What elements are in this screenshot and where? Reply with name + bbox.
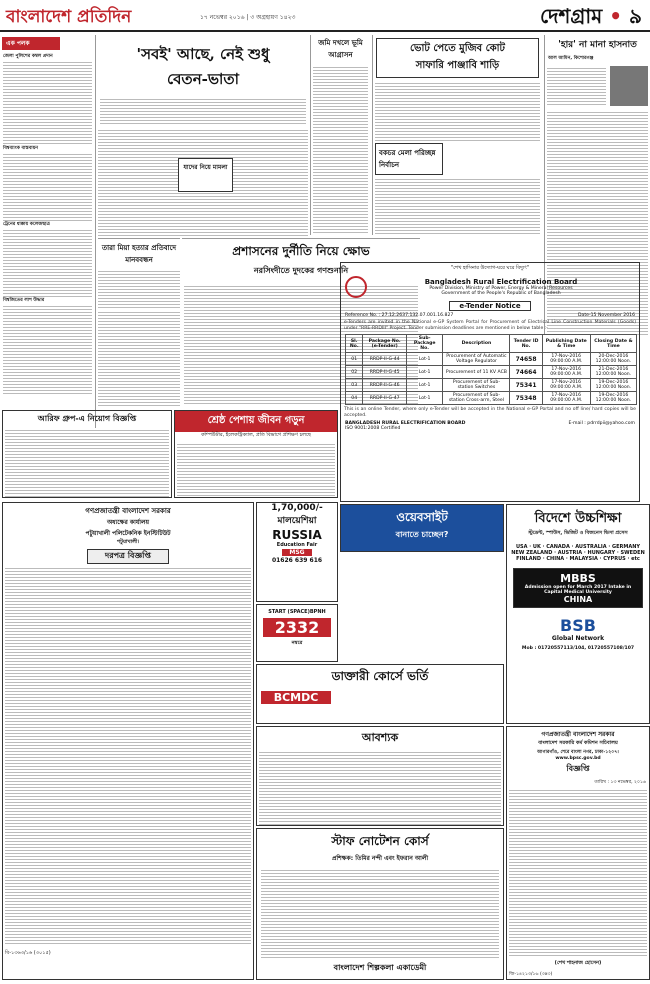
russia-phone: 01626 639 616 [271,557,323,564]
newspaper-logo: বাংলাদেশ প্রতিদিন [6,7,132,27]
abashyak-ad [256,726,504,826]
brief-text [3,304,92,394]
brief-heading: জেলা পুলিশের কম্বল প্রদান [3,54,53,59]
tender-org: Bangladesh Rural Electrification Board [424,278,578,286]
sms-suffix: নম্বরে [291,640,303,646]
pullquote-box: যাদের নিয়ে মামলা [178,158,233,192]
main-story [98,35,308,127]
mbbs-sub: Admission open for March 2017 Intake in Capital Medical University [524,585,632,595]
study-abroad-ad [506,504,650,724]
study-sub: স্টুডেন্ট, স্পাউস, ভিজিট ও বিজনেস ভিসা প্রসেস [528,530,628,536]
corruption-subhead: নরসিংদীতে দুদকের গণশুনানি [253,265,349,275]
msg-badge: MSG [282,549,312,556]
sms-ad [256,604,338,662]
right-headline: 'হার' না মানা হাসনাত [558,40,637,50]
brief-heading: বিশ্বব্যাংক বাস্তবায়ন [3,146,39,151]
website-ad [340,504,504,552]
dental-title: ডাক্তারী কোর্সে ভর্তি [331,669,429,683]
section-title: দেশগ্রাম • ৯ [539,4,642,28]
bsb-sub: Global Network [551,635,605,642]
brief-heading: ট্রেনের ধাক্কায় কলেজছাত্র [3,222,50,227]
saree-story [372,35,542,235]
contact-board: BANGLADESH RURAL ELECTRIFICATION BOARD [345,421,466,426]
study-title: বিদেশে উচ্চশিক্ষা [534,511,622,526]
tender-footer: This is an online Tender, where only e-Tender will be accepted in the National e-GP Portal and no off line/ hard copies will be accepted. [344,407,636,418]
abashyak-title: আবশ্যক [361,731,399,744]
breb-logo-icon [345,276,367,298]
main-headline: 'সবই' আছে, নেই শুধু [136,45,270,63]
table-row: 03 RRDP-II-G-46 Lot-1 Procurement of Sub-station Switches 75341 17-Nov-2016 09:00:00 A.M. 19-Dec-2016 12:00:00 Noon. [346,379,637,392]
career-title: শ্রেষ্ঠ পেশায় জীবন গড়ুন [175,411,337,432]
tender-gov: Government of the People's Republic of Bangladesh [441,291,561,296]
career-sub: কম্পিউটার, ইলেকট্রিক্যাল, প্রতি বিভাগে প্রশিক্ষণ চলছে [201,432,311,438]
malaysia-title: মালয়েশিয়া [277,516,317,526]
land-headline: জমি দখলে ভূমি আগ্রাসন [318,39,363,59]
corruption-headline: প্রশাসনের দুর্নীতি নিয়ে ক্ষোভ [232,244,370,258]
page-number: ৯ [629,4,642,28]
shilpakala-title: বাংলাদেশ শিল্পকলা একাডেমী [333,963,427,972]
dental-ad [256,664,504,724]
staff-notation-ad [256,828,504,980]
malaysia-price: 1,70,000/- [271,503,323,513]
notice-office: অধ্যক্ষের কার্যালয় [106,519,150,526]
notice-title: দরপত্র বিজ্ঞপ্তি [87,549,169,564]
sms-number: 2332 [263,618,331,637]
psc-notice [506,726,650,980]
arif-group-title: আরিফ গ্রুপ-এ নিয়োগ বিজ্ঞপ্তি [37,414,137,423]
tender-motto: "শেখ হাসিনার উদ্যোগ-ঘরে ঘরে বিদ্যুৎ" [450,265,530,271]
notice-gov: গণপ্রজাতন্ত্রী বাংলাদেশ সরকার [85,507,171,515]
staff-title: স্টাফ নোটেশন কোর্স [331,834,429,848]
mbbs-title: MBBS [560,572,596,585]
masthead [0,0,650,32]
bcmdc-title: BCMDC [261,691,331,704]
brief-heading: বিশ্বজিতের লাশ উদ্ধার [3,298,45,303]
psc-signer: (শেখ শাহনাজ হোসেন) [554,960,602,966]
table-row: 04 RRDP-II-G-47 Lot-1 Procurement of Sub-station Cross-arm, Steel 75348 17-Nov-2016 09:00:00 A.M. 19-Dec-2016 12:00:00 Noon. [346,392,637,405]
psc-memo: জি-১৪২১৩/১৬ (৩x৩) [509,972,553,977]
brief-text [3,152,92,222]
contact-cert: ISO 9001:2008 Certified [345,426,401,431]
website-title: ওয়েবসাইট [396,510,448,524]
russia-title: RUSSIA [272,528,322,542]
arif-group-ad [2,410,172,498]
psc-office: বাংলাদেশ সরকারি কর্ম কমিশন সচিবালয় [538,740,618,746]
table-header: Sl. No. Package No. (e-Tender) Sub-Package No. Description Tender ID No. Publishing Date & Time Closing Date & Time [346,335,637,353]
brief-text [3,60,92,146]
website-sub: বানাতে চাচ্ছেন? [395,530,449,539]
russia-sub: Education Fair [276,542,318,548]
brief-list [0,52,95,396]
tender-intro: e-Tenders are invited in the National e-GP System Portal for Procurement of Electrical Line Construction Materials (Goods) under "RRE-RRDIII" Project. Tender submission deadlines are mentioned in below table :- [344,320,636,331]
table-row: 02 RRDP-II-G-45 Lot-1 Procurement of 11 KV ACB 74664 17-Nov-2016 09:00:00 A.M. 21-Dec-2016 12:00:00 Noon. [346,366,637,379]
notice-memo: বি-১৩৬৩/১৬ (৩০১৫) [5,950,51,956]
contact-email: E-mail : pdrrdpii@yahoo.com [568,421,635,426]
sms-label: START (SPACE)BPNH [268,609,326,615]
tender-notice [340,262,640,502]
ek-polok-badge: এক পলক [2,37,60,50]
tender-date: Date-15 November 2016 [578,313,635,318]
murder-story [98,238,180,308]
brief-text [3,228,92,298]
tender-title: e-Tender Notice [449,301,531,311]
bsb-phone: Mob : 01720557113/104, 01720557108/107 [521,646,635,651]
career-ad [174,410,338,498]
murder-story-body [98,310,180,407]
page-dot-icon: • [609,4,623,28]
psc-address: আগারগাঁও, শেরে বাংলা নগর, ঢাকা-১২০৭। [537,750,619,755]
gov-tender-notice [2,502,254,980]
main-story-lead [100,97,306,125]
saree-headline: ভোট পেতে মুজিব কোট [410,43,505,54]
portrait-photo [610,66,648,106]
mbbs-country: CHINA [563,595,593,604]
murder-headline: তারা মিয়া হত্যার প্রতিবাদে মানববন্ধন [101,244,177,264]
malaysia-russia-ad [256,502,338,602]
psc-web: www.bpsc.gov.bd [555,756,601,761]
main-headline-line2: বেতন-ভাতা [167,70,239,88]
notice-place: পটুয়াখালী। [116,539,140,545]
right-byline: আল আমিন, কিশোরগঞ্জ [548,56,594,61]
saree-headline-line2: সাফারি পাঞ্জাবি শাড়ি [415,60,500,71]
psc-gov: গণপ্রজাতন্ত্রী বাংলাদেশ সরকার [541,731,615,738]
tender-table [345,334,637,405]
tender-division: Power Division, Ministry of Power, Energy & Mineral Resources [429,286,573,291]
staff-sub: প্রশিক্ষক: তিমির নন্দী এবং ইফরান আলী [331,855,429,862]
tender-reference: Reference No. : 27.12.2637.132.07.001.16.827 [345,313,454,318]
dateline: ১৭ নভেম্বর ২০১৬ | ৩ অগ্রহায়ণ ১৪২৩ [200,14,296,21]
table-row: 01 RRDP-II-G-44 Lot-1 Procurement of Automatic Voltage Regulator 74658 17-Nov-2016 09:00:00 A.M. 20-Dec-2016 12:00:00 Noon. [346,353,637,366]
saree-side-quote: বকচর মেলা পরিচ্ছন্ন নির্বাচন [375,143,443,175]
psc-date: তারিখ : ১৩ নভেম্বর, ২০১৬ [594,780,646,785]
countries-line3: FINLAND · CHINA · MALAYSIA · CYPRUS · etc [516,556,640,562]
countries-line2: NEW ZEALAND · AUSTRIA · HUNGARY · SWEDEN [511,550,645,556]
land-story [310,35,370,235]
notice-institute: পটুয়াখালী পলিটেকনিক ইনস্টিটিউট [85,530,171,537]
psc-title: বিজ্ঞপ্তি [566,764,590,773]
countries-line1: USA · UK · CANADA · AUSTRALIA · GERMANY [515,544,641,550]
bsb-logo: BSB [560,616,596,635]
